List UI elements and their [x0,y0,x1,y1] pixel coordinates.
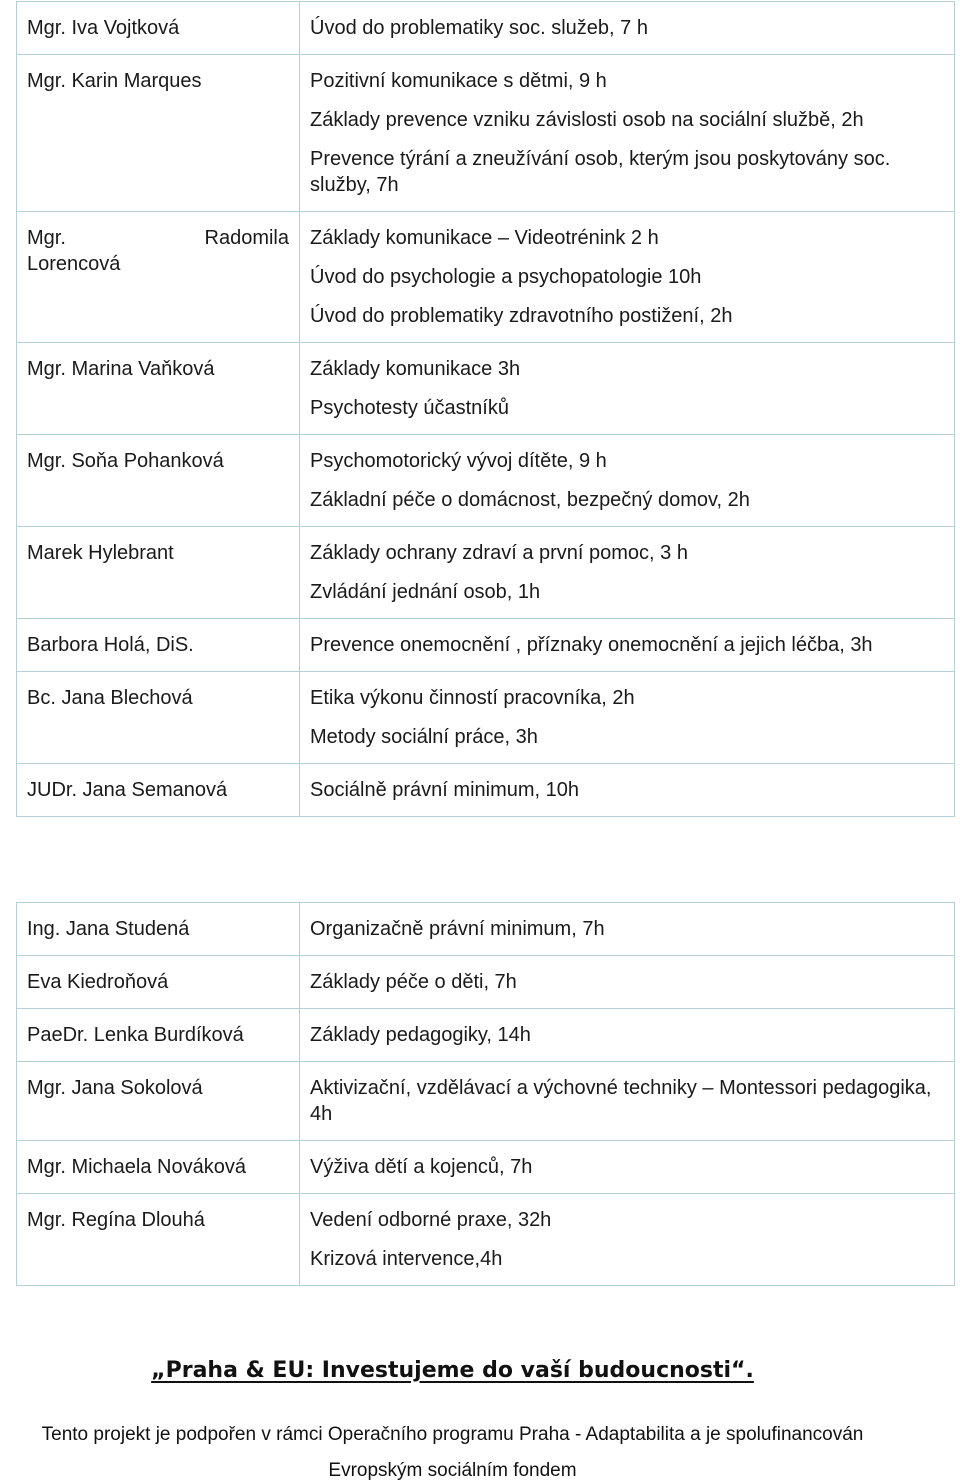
course-item: Zvládání jednání osob, 1h [310,581,541,603]
course-cell [300,55,955,212]
course-cell [300,672,955,764]
lecturer-name-cell [17,343,300,435]
lecturer-name-cell [17,55,300,212]
course-cell [300,764,955,817]
lecturer-row [17,1141,955,1194]
lecturer-name: Mgr. Iva Vojtková [27,17,180,39]
course-item: Psychomotorický vývoj dítěte, 9 h [310,450,607,472]
course-cell [300,1009,955,1062]
footer-line-1: Tento projekt je podpořen v rámci Operačního programu Praha - Adaptabilita a je spolufinancován [41,1424,864,1445]
lecturer-name-part: Lorencová [27,253,121,275]
lecturer-name-cell [17,212,300,343]
course-cell [300,212,955,343]
course-item: Aktivizační, vzdělávací a výchovné techniky – Montessori pedagogika, 4h [310,1077,932,1125]
lecturer-name-cell [17,527,300,619]
lecturer-name: Bc. Jana Blechová [27,687,193,709]
course-item: Základy pedagogiky, 14h [310,1024,531,1046]
course-item: Pozitivní komunikace s dětmi, 9 h [310,70,607,92]
course-cell [300,343,955,435]
lecturer-name-cell [17,1141,300,1194]
course-item: Metody sociální práce, 3h [310,726,538,748]
lecturer-name-cell [17,672,300,764]
lecturer-name-cell [17,1009,300,1062]
lecturer-name: Eva Kiedroňová [27,971,169,993]
lecturer-name-cell [17,619,300,672]
lecturer-row [17,527,955,619]
course-item: Základy ochrany zdraví a první pomoc, 3 h [310,542,688,564]
lecturer-name: JUDr. Jana Semanová [27,779,228,801]
lecturer-table-1 [16,1,955,817]
lecturer-name-cell [17,1194,300,1286]
lecturer-row [17,764,955,817]
lecturer-row [17,2,955,55]
lecturer-name-cell [17,903,300,956]
course-cell [300,956,955,1009]
lecturer-row [17,55,955,212]
lecturer-name: Marek Hylebrant [27,542,174,564]
course-cell [300,2,955,55]
lecturer-name: Mgr. Soňa Pohanková [27,450,224,472]
lecturer-row [17,343,955,435]
course-item: Sociálně právní minimum, 10h [310,779,580,801]
course-cell [300,1062,955,1141]
lecturer-name: Ing. Jana Studená [27,918,190,940]
course-cell [300,435,955,527]
footer-line-2: Evropským sociálním fondem [328,1460,577,1481]
course-item: Etika výkonu činností pracovníka, 2h [310,687,635,709]
lecturer-name-cell [17,435,300,527]
lecturer-row [17,619,955,672]
course-cell [300,1141,955,1194]
course-item: Krizová intervence,4h [310,1248,503,1270]
lecturer-row [17,212,955,343]
lecturer-row [17,1194,955,1286]
lecturer-name-cell [17,1062,300,1141]
lecturer-row [17,672,955,764]
slogan: „Praha & EU: Investujeme do vaší budoucnosti“. [151,1358,754,1383]
course-cell [300,527,955,619]
lecturer-name: Barbora Holá, DiS. [27,634,194,656]
course-cell [300,903,955,956]
lecturer-name: Mgr. Michaela Nováková [27,1156,246,1178]
course-item: Prevence týrání a zneužívání osob, kterým jsou poskytovány soc. služby, 7h [310,148,891,196]
course-item: Základy péče o děti, 7h [310,971,517,993]
lecturer-table-2 [16,902,955,1286]
lecturer-row [17,903,955,956]
lecturer-name-part: Mgr. [27,227,66,249]
lecturer-row [17,1062,955,1141]
course-item: Základy prevence vzniku závislosti osob na sociální službě, 2h [310,109,864,131]
lecturer-name: Mgr. Marina Vaňková [27,358,215,380]
lecturer-name: PaeDr. Lenka Burdíková [27,1024,244,1046]
lecturer-name-cell [17,2,300,55]
course-item: Základy komunikace – Videotrénink 2 h [310,227,659,249]
course-item: Základní péče o domácnost, bezpečný domov, 2h [310,489,750,511]
lecturer-name: Mgr. Regína Dlouhá [27,1209,205,1231]
lecturer-row [17,1009,955,1062]
course-item: Prevence onemocnění , příznaky onemocnění a jejich léčba, 3h [310,634,873,656]
lecturer-name: Mgr. Jana Sokolová [27,1077,203,1099]
course-item: Základy komunikace 3h [310,358,521,380]
course-cell [300,619,955,672]
course-item: Psychotesty účastníků [310,397,509,419]
lecturer-name-part: Radomila [204,227,289,249]
course-item: Vedení odborné praxe, 32h [310,1209,552,1231]
lecturer-row [17,435,955,527]
course-item: Úvod do psychologie a psychopatologie 10h [310,266,702,288]
lecturer-name-cell [17,764,300,817]
lecturer-name-cell [17,956,300,1009]
course-cell [300,1194,955,1286]
course-item: Výživa dětí a kojenců, 7h [310,1156,533,1178]
course-item: Organizačně právní minimum, 7h [310,918,605,940]
lecturer-row [17,956,955,1009]
course-item: Úvod do problematiky soc. služeb, 7 h [310,17,648,39]
course-item: Úvod do problematiky zdravotního postižení, 2h [310,305,733,327]
lecturer-name: Mgr. Karin Marques [27,70,202,92]
